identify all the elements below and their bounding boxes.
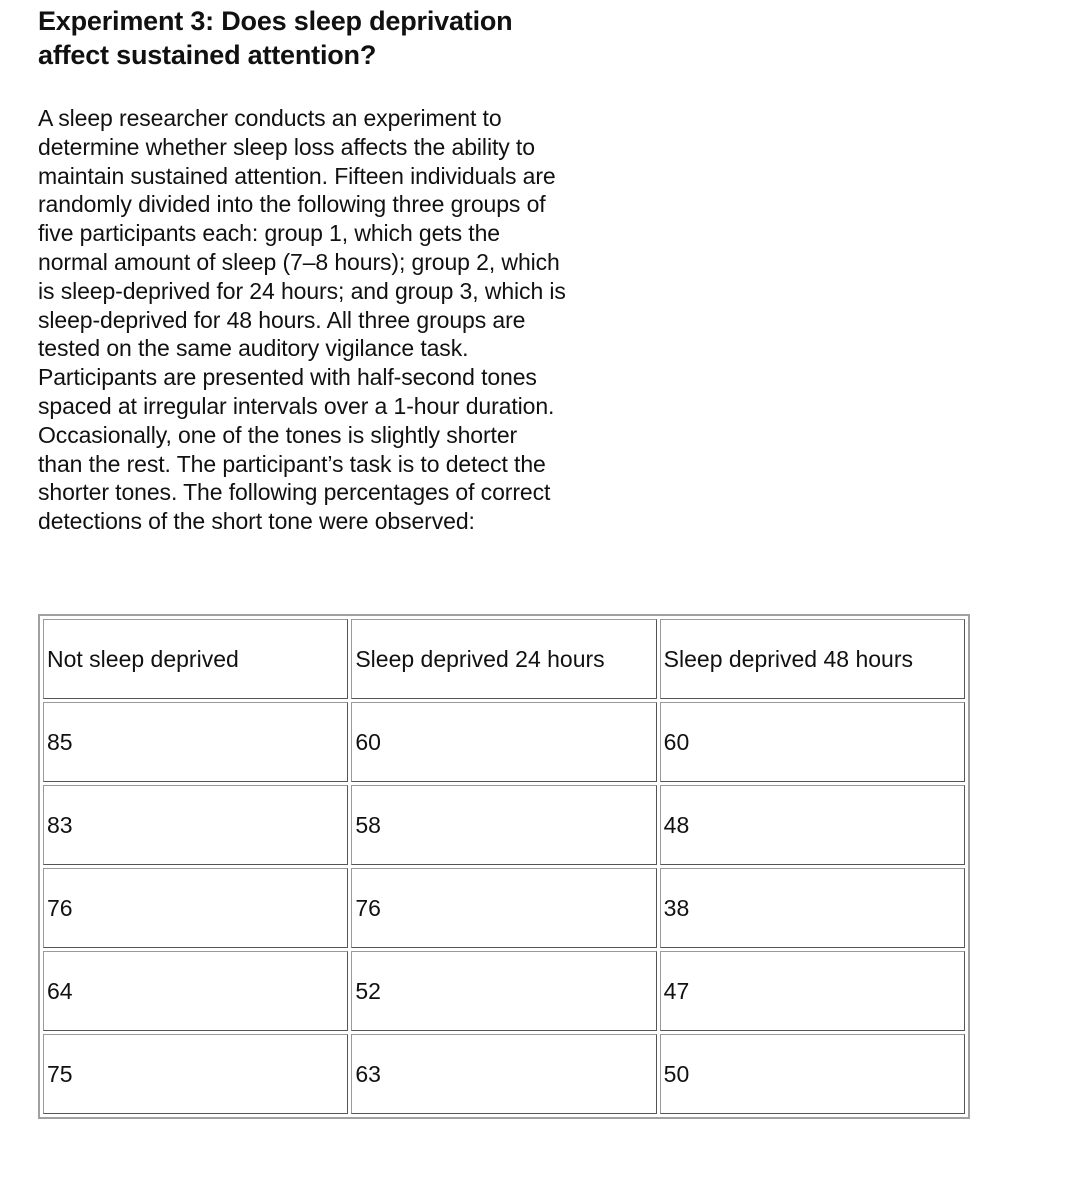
experiment-description: A sleep researcher conducts an experiment to determine whether sleep loss affects the ability to maintain sustained attention. Fifteen individuals are randomly divided into the following three groups of five participants each: group 1, which gets the normal amount of sleep (7–8 hours); group 2, which is sleep-deprived for 24 hours; and group 3, which is sleep-deprived for 48 hours. All three groups are tested on the same auditory vigilance task. Participants are presented with half-second tones spaced at irregular intervals over a 1-hour duration. Occasionally, one of the tones is slightly shorter than the rest. The participant’s task is to detect the shorter tones. The following percentages of correct detections of the short tone were observed: — [38, 105, 566, 535]
document-title: Experiment 3: Does sleep deprivation affect sustained attention? — [38, 6, 513, 70]
results-table — [38, 614, 970, 1119]
table-cell: 48 — [660, 785, 965, 865]
table-cell: 76 — [43, 868, 348, 948]
table-cell: 75 — [43, 1034, 348, 1114]
table-cell: 50 — [660, 1034, 965, 1114]
table-row — [43, 868, 965, 948]
table-cell: 38 — [660, 868, 965, 948]
table-row — [43, 1034, 965, 1114]
table-row — [43, 702, 965, 782]
table-row — [43, 951, 965, 1031]
table-row — [43, 785, 965, 865]
header-not-sleep-deprived: Not sleep deprived — [43, 619, 348, 699]
table-cell: 76 — [351, 868, 656, 948]
table-cell: 60 — [660, 702, 965, 782]
header-sleep-deprived-24: Sleep deprived 24 hours — [351, 619, 656, 699]
table-cell: 60 — [351, 702, 656, 782]
table-cell: 83 — [43, 785, 348, 865]
table-header-row — [43, 619, 965, 699]
table-cell: 63 — [351, 1034, 656, 1114]
table-cell: 47 — [660, 951, 965, 1031]
table-cell: 52 — [351, 951, 656, 1031]
header-sleep-deprived-48: Sleep deprived 48 hours — [660, 619, 965, 699]
table-cell: 64 — [43, 951, 348, 1031]
document-page — [38, 4, 1038, 1087]
table-cell: 58 — [351, 785, 656, 865]
table-cell: 85 — [43, 702, 348, 782]
